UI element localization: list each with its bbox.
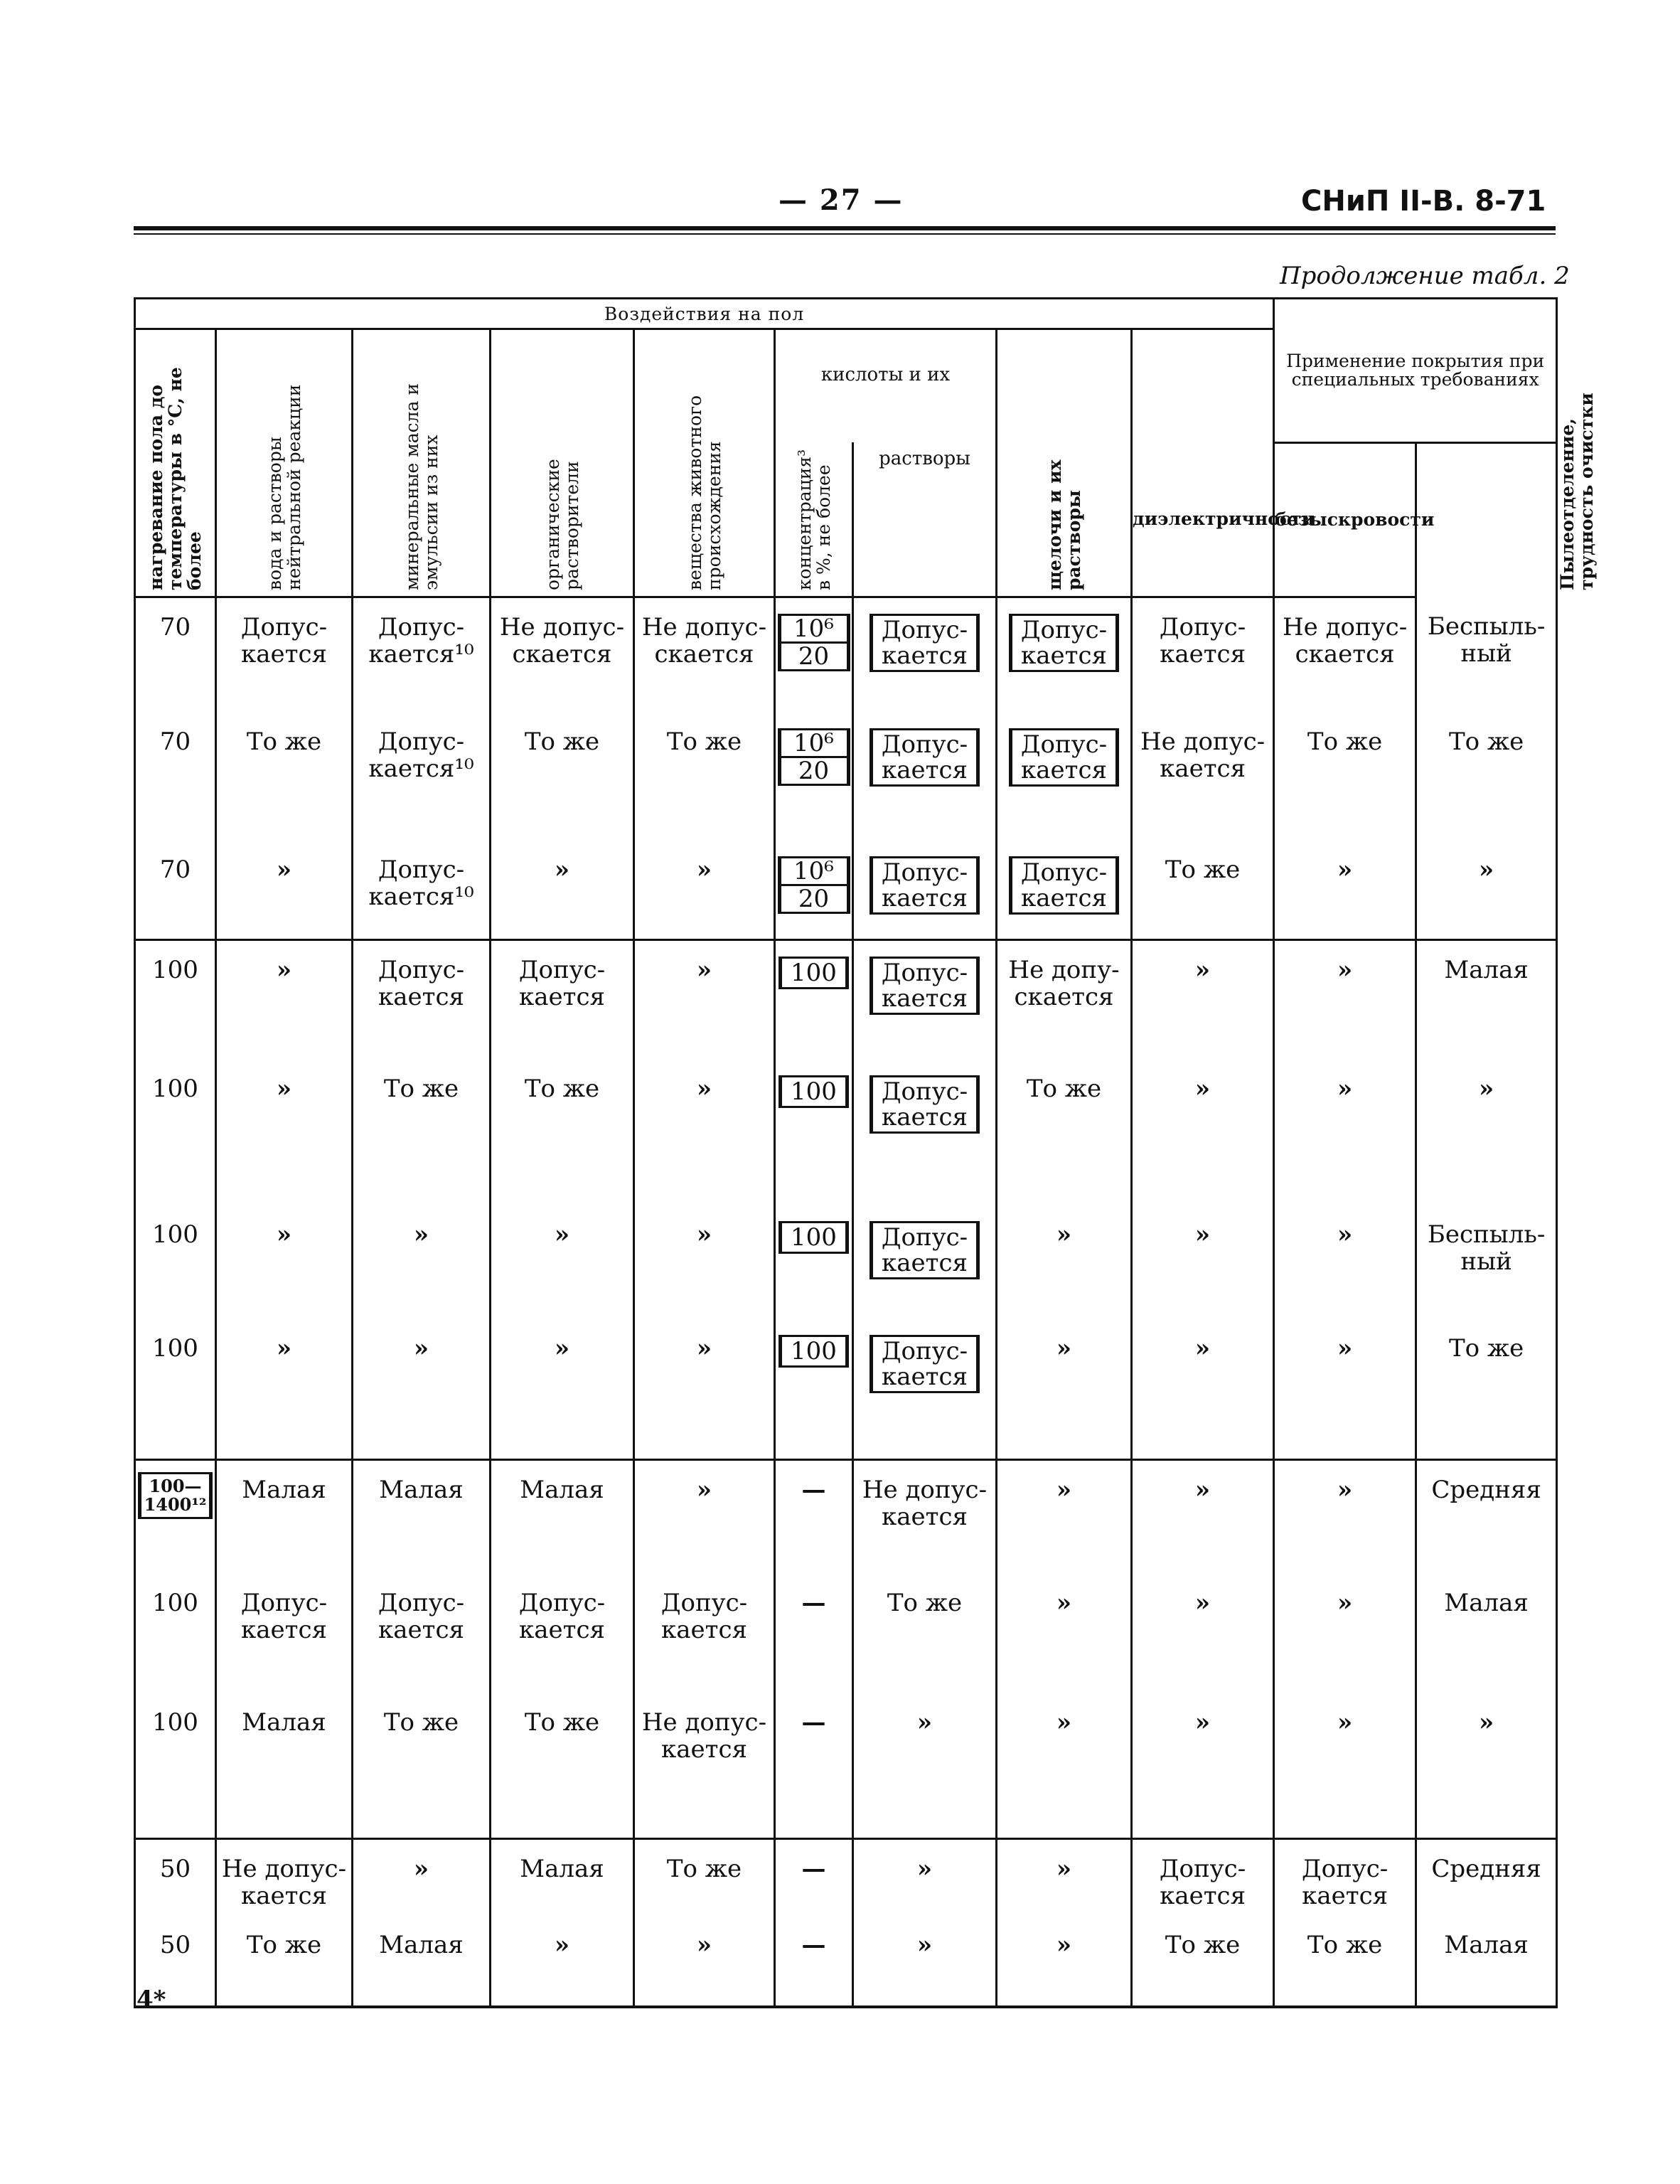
table-row <box>135 940 1557 1060</box>
header-alkali: щелочи и их растворы <box>997 329 1132 597</box>
cell-water: Допус- кается <box>216 1574 353 1693</box>
cell-temperature: 70 <box>135 597 216 713</box>
cell-animal: » <box>634 841 775 940</box>
cell-alkali: » <box>997 1839 1132 1916</box>
cell-concentration: 100 <box>775 1060 853 1205</box>
cell-dust: То же <box>1416 1319 1557 1460</box>
header-temperature: нагревание пола до температуры в °С, не более <box>135 329 216 597</box>
cell-dielectric: » <box>1132 1319 1274 1460</box>
cell-dust: Малая <box>1416 1574 1557 1693</box>
cell-acids: Допус- кается <box>853 597 997 713</box>
concentration-fraction: $\frac{\text{10⁶}}{20}$ <box>778 728 850 786</box>
cell-dielectric: » <box>1132 940 1274 1060</box>
cell-dust: Беспыль- ный <box>1416 1205 1557 1319</box>
cell-organic: Не допус- скается <box>491 597 634 713</box>
cell-acids: » <box>853 1916 997 2007</box>
table-row <box>135 1839 1557 1916</box>
cell-animal: » <box>634 1319 775 1460</box>
cell-concentration: — <box>775 1460 853 1574</box>
cell-temperature: 50 <box>135 1839 216 1916</box>
table-row <box>135 713 1557 841</box>
cell-acids: Допус- кается <box>853 1319 997 1460</box>
cell-dust: Средняя <box>1416 1839 1557 1916</box>
table-row <box>135 597 1557 713</box>
cell-acids: Допус- кается <box>853 940 997 1060</box>
document-code: СНиП II-В. 8-71 <box>1301 185 1546 218</box>
cell-dust: То же <box>1416 713 1557 841</box>
cell-oils: То же <box>353 1693 491 1839</box>
cell-dielectric: » <box>1132 1693 1274 1839</box>
cell-water: Не допус- кается <box>216 1839 353 1916</box>
cell-organic: » <box>491 1205 634 1319</box>
table-row <box>135 1574 1557 1693</box>
table-row <box>135 1693 1557 1839</box>
concentration-fraction: $\frac{\text{10⁶}}{20}$ <box>778 856 850 914</box>
cell-oils: » <box>353 1319 491 1460</box>
cell-concentration: 100 <box>775 940 853 1060</box>
cell-acids: » <box>853 1839 997 1916</box>
cell-temperature: 100 <box>135 1574 216 1693</box>
header-dielectric: диэлектричности <box>1132 442 1274 597</box>
table-row <box>135 1060 1557 1205</box>
cell-animal: » <box>634 940 775 1060</box>
cell-oils: Допус- кается <box>353 1574 491 1693</box>
cell-animal: То же <box>634 713 775 841</box>
cell-organic: Малая <box>491 1839 634 1916</box>
cell-sparkless: Допус- кается <box>1274 1839 1416 1916</box>
cell-organic: Малая <box>491 1460 634 1574</box>
cell-sparkless: » <box>1274 1319 1416 1460</box>
cell-organic: То же <box>491 1060 634 1205</box>
cell-sparkless: » <box>1274 1060 1416 1205</box>
cell-dust: Беспыль- ный <box>1416 597 1557 713</box>
cell-dielectric: » <box>1132 1574 1274 1693</box>
cell-oils: То же <box>353 1060 491 1205</box>
cell-temperature: 50 <box>135 1916 216 2007</box>
cell-dielectric: Допус- кается <box>1132 597 1274 713</box>
cell-alkali: » <box>997 1460 1132 1574</box>
header-effects: Воздействия на пол <box>135 299 1274 329</box>
cell-sparkless: » <box>1274 1574 1416 1693</box>
cell-water: Допус- кается <box>216 597 353 713</box>
cell-organic: Допус- кается <box>491 1574 634 1693</box>
cell-alkali: » <box>997 1205 1132 1319</box>
cell-temperature: 100 <box>135 1060 216 1205</box>
cell-organic: » <box>491 841 634 940</box>
cell-water: То же <box>216 1916 353 2007</box>
cell-dielectric: » <box>1132 1205 1274 1319</box>
cell-oils: Малая <box>353 1460 491 1574</box>
cell-organic: То же <box>491 713 634 841</box>
table-row <box>135 1460 1557 1574</box>
cell-oils: Допус- кается¹⁰ <box>353 713 491 841</box>
cell-sparkless: » <box>1274 1693 1416 1839</box>
cell-concentration: — <box>775 1574 853 1693</box>
cell-water: » <box>216 940 353 1060</box>
cell-dust: » <box>1416 1060 1557 1205</box>
cell-animal: » <box>634 1916 775 2007</box>
cell-animal: Допус- кается <box>634 1574 775 1693</box>
cell-alkali: » <box>997 1916 1132 2007</box>
table-continuation-label: Продолжение табл. 2 <box>1280 262 1570 290</box>
cell-acids: Допус- кается <box>853 1060 997 1205</box>
cell-concentration: 100 <box>775 1205 853 1319</box>
cell-dust: » <box>1416 1693 1557 1839</box>
cell-animal: » <box>634 1205 775 1319</box>
cell-acids: Допус- кается <box>853 841 997 940</box>
cell-acids: Не допус- кается <box>853 1460 997 1574</box>
header-sparkless: безыскровости <box>1274 442 1416 597</box>
cell-animal: » <box>634 1460 775 1574</box>
cell-alkali: Допус- кается <box>997 713 1132 841</box>
cell-concentration: — <box>775 1916 853 2007</box>
cell-animal: Не допус- скается <box>634 597 775 713</box>
cell-dielectric: Допус- кается <box>1132 1839 1274 1916</box>
header-animal-substances: вещества животного происхождения <box>634 329 775 597</box>
cell-dielectric: » <box>1132 1060 1274 1205</box>
cell-oils: Допус- кается¹⁰ <box>353 597 491 713</box>
floor-coverings-table: Воздействия на пол Применение покрытия при специальных требованиях Пылеотделение, трудность очистки нагревание пола до температуры в °С, не более вода и растворы нейтральной реакции минеральные масла и эмульсии из них органические растворители вещества животного происхождения кислоты и их щелочи и их растворы концентрация³ в %, не более растворы диэлектричности безыскровости 70 Допус- кается Допус- кается¹⁰ Не допус- скается Не допус- скается $\frac{\text{10⁶}}{20}$ Допус- кается Допус- кается Допус- кается Не допус- скается Беспыль- ный 70 То же Допус- кается¹⁰ То же То же $\frac{\text{10⁶}}{20}$ Допус- кается Допус- кается Не допус- кается То же То же 70 » Допус- кается¹⁰ » » $\frac{\text{10⁶}}{20}$ Допус- кается Допус- кается То же » » 100 » Допус- кается Допус- кается » 100 Допус- кается Не допу- скается » » Малая 100 » То же То же » 100 Допус- кается То же » » » 100 » » » » 100 Допус- кается » » » Беспыль- ный 100 » » » » 100 Допус- кается » » » То же 100— 1400¹² Малая Малая Малая » — Не допус- кается » » » Средняя 100 Допус- кается Допус- кается Допус- кается Допус- кается — То же » » » Малая 100 Малая То же То же Не допус- кается — » » » » » 50 Не допус- кается » Малая То же — » » Допус- кается Допус- кается Средняя 50 То же Малая » » — » » То же То же Малая <box>134 297 1556 2008</box>
cell-oils: Малая <box>353 1916 491 2007</box>
cell-dust: Малая <box>1416 1916 1557 2007</box>
table-row <box>135 1916 1557 2007</box>
cell-sparkless: » <box>1274 940 1416 1060</box>
cell-acids: Допус- кается <box>853 713 997 841</box>
cell-animal: » <box>634 1060 775 1205</box>
cell-organic: » <box>491 1916 634 2007</box>
cell-water: » <box>216 1060 353 1205</box>
cell-concentration: 100 <box>775 1319 853 1460</box>
cell-alkali: Допус- кается <box>997 841 1132 940</box>
cell-temperature: 100 <box>135 940 216 1060</box>
cell-concentration <box>775 713 853 841</box>
cell-sparkless: То же <box>1274 1916 1416 2007</box>
cell-animal: Не допус- кается <box>634 1693 775 1839</box>
cell-oils: » <box>353 1839 491 1916</box>
header-acids: кислоты и их <box>775 329 997 443</box>
cell-temperature: 100 <box>135 1205 216 1319</box>
cell-oils: Допус- кается <box>353 940 491 1060</box>
cell-acids: То же <box>853 1574 997 1693</box>
header-organic-solvents: органические растворители <box>491 329 634 597</box>
cell-water: » <box>216 1319 353 1460</box>
table-row <box>135 1319 1557 1460</box>
cell-sparkless: » <box>1274 1205 1416 1319</box>
cell-temperature: 100— 1400¹² <box>135 1460 216 1574</box>
header-oils: минеральные масла и эмульсии из них <box>353 329 491 597</box>
cell-acids: Допус- кается <box>853 1205 997 1319</box>
cell-dust: Малая <box>1416 940 1557 1060</box>
header-concentration: концентрация³ в %, не более <box>775 442 853 597</box>
cell-sparkless: » <box>1274 841 1416 940</box>
cell-water: То же <box>216 713 353 841</box>
concentration-fraction: $\frac{\text{10⁶}}{20}$ <box>778 614 850 671</box>
page-number: — 27 — <box>779 183 904 217</box>
header-acids-solutions: растворы <box>853 442 997 597</box>
cell-dielectric: » <box>1132 1460 1274 1574</box>
cell-sparkless: Не допус- скается <box>1274 597 1416 713</box>
cell-dielectric: То же <box>1132 1916 1274 2007</box>
cell-water: Малая <box>216 1693 353 1839</box>
cell-dielectric: То же <box>1132 841 1274 940</box>
cell-temperature: 100 <box>135 1693 216 1839</box>
cell-animal: То же <box>634 1839 775 1916</box>
cell-acids: » <box>853 1693 997 1839</box>
header-rule-thin <box>134 233 1556 235</box>
cell-concentration: — <box>775 1693 853 1839</box>
cell-organic: То же <box>491 1693 634 1839</box>
cell-alkali: » <box>997 1319 1132 1460</box>
cell-alkali: » <box>997 1693 1132 1839</box>
table-row <box>135 841 1557 940</box>
table-row <box>135 1205 1557 1319</box>
cell-water: » <box>216 1205 353 1319</box>
cell-alkali: Допус- кается <box>997 597 1132 713</box>
cell-oils: » <box>353 1205 491 1319</box>
cell-concentration <box>775 597 853 713</box>
header-water: вода и растворы нейтральной реакции <box>216 329 353 597</box>
cell-water: » <box>216 841 353 940</box>
cell-concentration <box>775 841 853 940</box>
cell-alkali: То же <box>997 1060 1132 1205</box>
cell-sparkless: » <box>1274 1460 1416 1574</box>
cell-temperature: 70 <box>135 841 216 940</box>
cell-sparkless: То же <box>1274 713 1416 841</box>
cell-alkali: Не допу- скается <box>997 940 1132 1060</box>
cell-concentration: — <box>775 1839 853 1916</box>
cell-dust: » <box>1416 841 1557 940</box>
cell-organic: » <box>491 1319 634 1460</box>
header-special-requirements: Применение покрытия при специальных требованиях <box>1274 299 1557 443</box>
cell-temperature: 100 <box>135 1319 216 1460</box>
cell-oils: Допус- кается¹⁰ <box>353 841 491 940</box>
cell-water: Малая <box>216 1460 353 1574</box>
cell-dielectric: Не допус- кается <box>1132 713 1274 841</box>
header-rule <box>134 226 1556 230</box>
page-footer-mark: 4* <box>137 1986 166 2014</box>
cell-organic: Допус- кается <box>491 940 634 1060</box>
cell-alkali: » <box>997 1574 1132 1693</box>
cell-temperature: 70 <box>135 713 216 841</box>
cell-dust: Средняя <box>1416 1460 1557 1574</box>
